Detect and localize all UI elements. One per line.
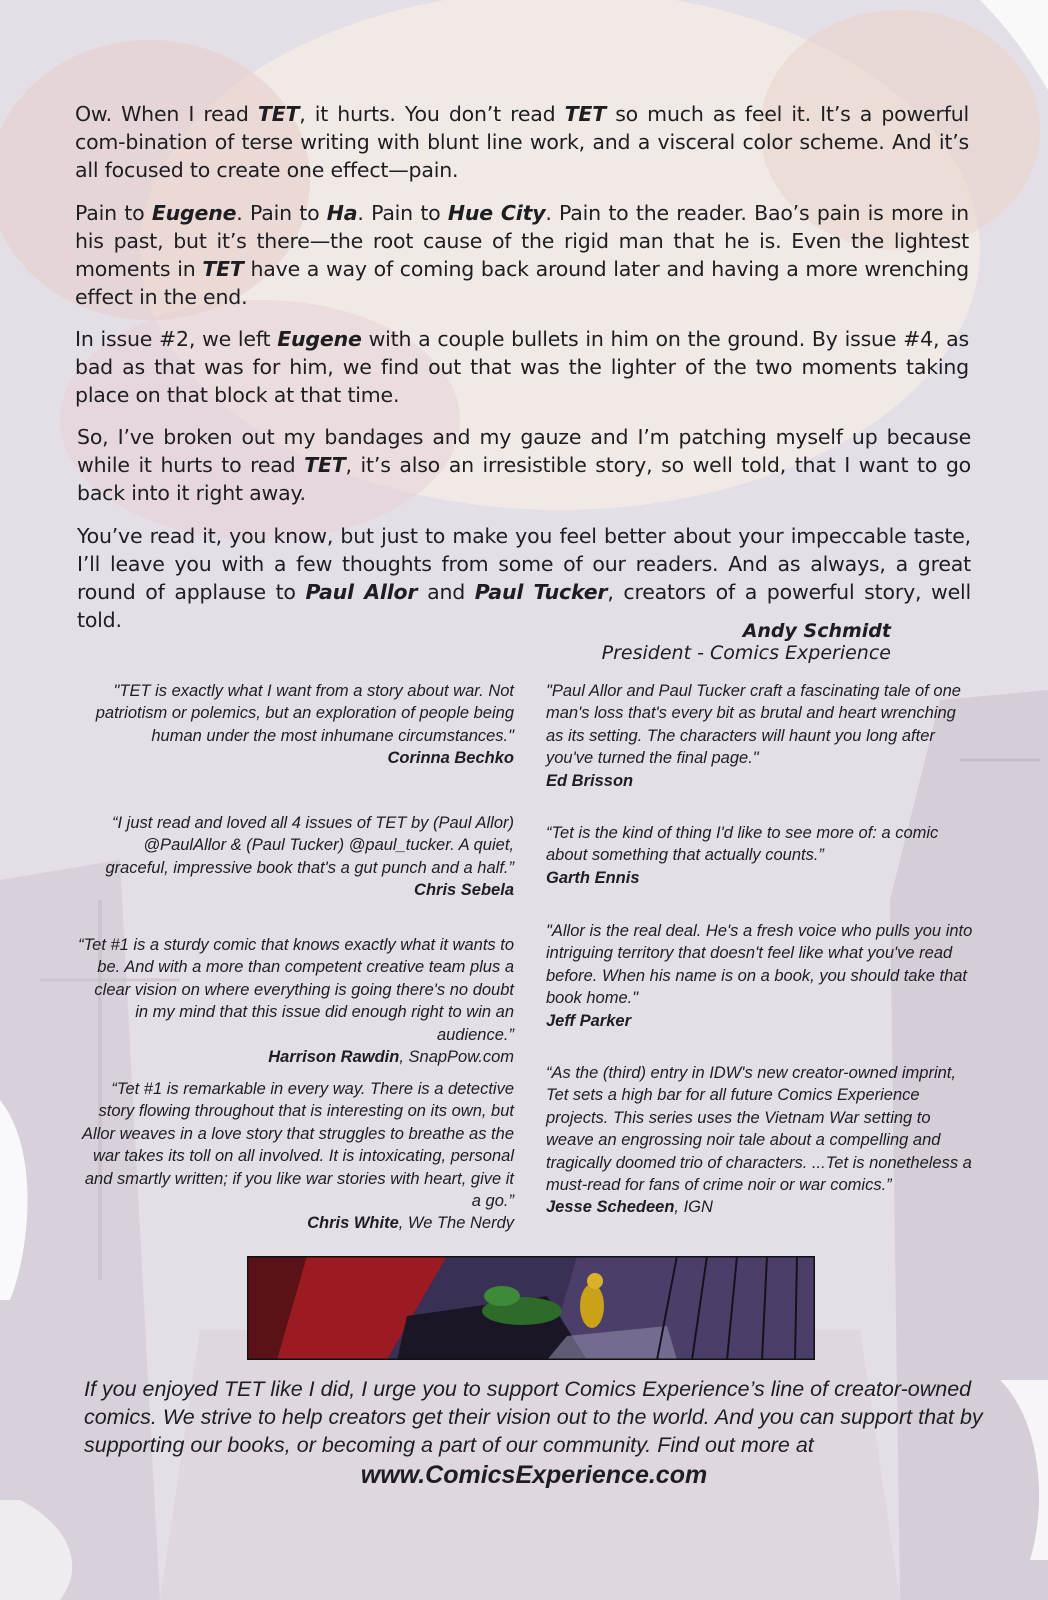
signature-name: Andy Schmidt — [742, 620, 891, 642]
quote-author: Harrison Rawdin, SnapPow.com — [268, 1048, 514, 1067]
quote-right-4: “As the (third) entry in IDW's new creator-owned imprint, Tet sets a high bar for all future Comics Experience projects. This series uses the Vietnam War setting to weave an engrossing noir tale about a compelling and tragically doomed trio of characters. ...Tet is nonetheless a must-read for fans of crime noir or war comics.” Jesse Schedeen, IGN — [546, 1062, 976, 1219]
footer-message: If you enjoyed TET like I did, I urge you to support Comics Experience’s line of creator-owned comics. We strive to help creators get their vision out to the world. And you can support that by supporting our books, or becoming a part of our community. Find out more at www.ComicsExperience.com — [84, 1377, 983, 1489]
comic-panel-image — [247, 1256, 815, 1360]
quote-author: Ed Brisson — [546, 771, 634, 790]
quote-left-3: “Tet #1 is a sturdy comic that knows exactly what it wants to be. And with a more than competent creative team plus a clear vision on where everything is going there's no doubt in my mind that this issue did enough right to win an audience.” Harrison Rawdin, SnapPow.com — [78, 934, 514, 1068]
quote-author: Jeff Parker — [546, 1011, 632, 1030]
intro-paragraph-5: You’ve read it, you know, but just to make you feel better about your impeccable taste, I’ll leave you with a few thoughts from some of our readers. And as always, a great round of applause to Paul Allor and Paul Tucker, creators of a powerful story, well told. — [77, 524, 972, 632]
quote-author: Garth Ennis — [546, 868, 640, 887]
quote-right-2: “Tet is the kind of thing I'd like to see more of: a comic about something that actually counts.” Garth Ennis — [546, 822, 976, 889]
quote-author: Chris White, We The Nerdy — [307, 1214, 514, 1233]
quote-author: Chris Sebela — [414, 881, 514, 900]
quote-author: Jesse Schedeen, IGN — [546, 1198, 713, 1217]
quote-left-4: “Tet #1 is remarkable in every way. There is a detective story flowing throughout that is interesting on its own, but Allor weaves in a love story that struggles to breathe as the war takes its toll on all involved. It is intoxicating, personal and smartly written; if you like war stories with heart, give it a go.” Chris White, We The Nerdy — [78, 1078, 514, 1235]
intro-paragraph-1: Ow. When I read TET, it hurts. You don’t read TET so much as feel it. It’s a powerful com-bination of terse writing with blunt line work, and a visceral color scheme. And it’s all focused to create one effect—pain. — [75, 102, 969, 182]
intro-paragraph-4: So, I’ve broken out my bandages and my gauze and I’m patching myself up because while it hurts to read TET, it’s also an irresistible story, so well told, that I want to go back into it right away. — [77, 425, 972, 505]
intro-paragraph-3: In issue #2, we left Eugene with a couple bullets in him on the ground. By issue #4, as bad as that was for him, we find out that was the lighter of the two moments taking place on that block at that time. — [75, 327, 969, 407]
quote-left-1: "TET is exactly what I want from a story about war. Not patriotism or polemics, but an exploration of people being human under the most inhumane circumstances." Corinna Bechko — [78, 680, 514, 770]
website-link[interactable]: www.ComicsExperience.com — [360, 1461, 708, 1489]
quote-right-1: "Paul Allor and Paul Tucker craft a fascinating tale of one man's loss that's every bit as brutal and heart wrenching as its setting. The characters will haunt you long after you've turned the final page." Ed Brisson — [546, 680, 976, 792]
signature-title: President - Comics Experience — [601, 642, 891, 664]
signature — [602, 620, 891, 664]
quote-right-3: "Allor is the real deal. He's a fresh voice who pulls you into intriguing territory that doesn't feel like what you've read before. When his name is on a book, you should take that book home." Jeff Parker — [546, 920, 976, 1032]
quote-author: Corinna Bechko — [387, 749, 514, 768]
intro-paragraph-2: Pain to Eugene. Pain to Ha. Pain to Hue City. Pain to the reader. Bao’s pain is more in his past, but it’s there—the root cause of the rigid man that he is. Even the lightest moments in TET have a way of coming back around later and having a more wrenching effect in the end. — [75, 201, 969, 309]
quote-left-2: “I just read and loved all 4 issues of TET by (Paul Allor) @PaulAllor & (Paul Tucker) @paul_tucker. A quiet, graceful, impressive book that's a gut punch and a half.” Chris Sebela — [78, 812, 514, 902]
